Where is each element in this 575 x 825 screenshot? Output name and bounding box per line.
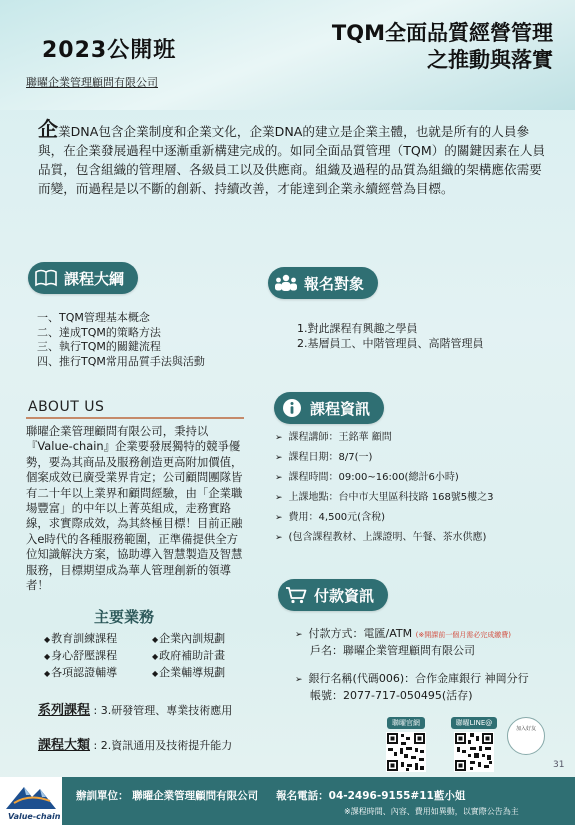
course-category: 課程大類 : 2.資訊通用及技術提升能力 — [38, 738, 233, 753]
info-badge — [274, 392, 384, 424]
qr-line-label: 聯曜LINE@ — [451, 717, 498, 729]
business-item: ◆ 企業輔導規劃 — [152, 665, 262, 682]
info-icon — [280, 396, 304, 420]
category-label: 課程大類 — [38, 738, 91, 753]
business-title: 主要業務 — [94, 608, 155, 626]
footer-note: ※課程時間、內容、費用如異動，以實際公告為主 — [344, 807, 519, 816]
course-title-line2: 之推動與落實 — [427, 48, 553, 72]
series-value: 3.研發管理、專業技術應用 — [100, 704, 233, 717]
payment-badge — [278, 579, 388, 611]
logo-text: Value-chain — [8, 812, 61, 821]
series-label: 系列課程 — [38, 703, 91, 718]
about-text: 聯曜企業管理顧問有限公司，秉持以『Value-chain』企業要發展獨特的競爭優勢，要為其商品及服務創造更高附加價值，個案成效已廣受業界肯定；公司顧問團隊皆有二十年以上業界和顧問經驗，由「企業職場豐富」的中年以上菁英組成，走務實路線，求實際成效，為其終極目標！目前正融入e時代的各種服務範圍，正準備提供全方位知識解決方案，協助導入智慧製造及智慧服務，目標期望成為華人管理創新的領導者！ — [26, 424, 243, 593]
cart-icon — [284, 583, 308, 607]
outline-item: 四、推行TQM常用品質手法與活動 — [37, 354, 205, 368]
info-item: ➢ 費用：4,500元(含稅) — [275, 508, 494, 528]
business-item: ◆ 教育訓練課程 — [44, 631, 148, 648]
info-title: 課程資訊 — [310, 399, 371, 418]
target-item: 2.基層員工、中階管理員、高階管理員 — [297, 337, 484, 350]
course-title — [332, 20, 553, 74]
outline-item: 二、達成TQM的策略方法 — [37, 325, 161, 339]
payment-title: 付款資訊 — [314, 586, 375, 605]
about-title: ABOUT US — [28, 399, 105, 415]
book-icon — [34, 266, 58, 290]
qr-line-wrap — [448, 710, 500, 772]
target-badge — [268, 267, 378, 299]
footer-organizer: 辦訓單位： 聯曜企業管理顧問有限公司 — [76, 790, 259, 802]
business-item: ◆ 政府補助計畫 — [152, 648, 262, 665]
outline-title: 課程大綱 — [64, 269, 125, 288]
business-item: ◆ 企業內訓規劃 — [152, 631, 262, 648]
info-item: ➢ 上課地點：台中市大里區科技路 168號5樓之3 — [275, 488, 494, 508]
account-name: 戶名：聯曜企業管理顧問有限公司 — [310, 644, 475, 657]
course-title-line1: TQM全面品質經營管理 — [331, 21, 553, 45]
mountain-logo-icon — [0, 777, 62, 813]
intro-paragraph — [38, 117, 548, 198]
info-list — [275, 428, 494, 548]
footer-phone: 報名電話：04-2496-9155#11藍小姐 — [276, 790, 466, 802]
intro-text: 業DNA包含企業制度和企業文化，企業DNA的建立是企業主體，也就是所有的人員參與，在企業發展過程中逐漸重新構建完成的。如同全面品質管理（TQM）的關鍵因素在人員品質，包含組織的管理層、各級員工以及供應商。組織及過程的品質為組織的架構應依需要而變，而過程是以不斷的創新、持續改善，才能達到企業永續經營為目標。 — [38, 124, 546, 196]
business-item: ◆ 各項認證輔導 — [44, 665, 148, 682]
year-title: 2023公開班 — [42, 38, 177, 63]
outline-item: 一、TQM管理基本概念 — [37, 311, 150, 324]
company-name: 聯曜企業管理顧問有限公司 — [26, 76, 158, 89]
bank-block — [295, 671, 529, 703]
footer-bar — [0, 777, 575, 825]
info-item: ➢ 課程日期：8/7(一) — [275, 448, 494, 468]
footer-line1 — [76, 788, 465, 803]
add-friend-bubble: 加入好友 — [507, 717, 545, 755]
qr-official-wrap — [380, 710, 432, 772]
target-list — [297, 321, 484, 351]
payment-method-text: 付款方式：電匯/ATM — [308, 627, 413, 640]
business-item: ◆ 身心舒壓課程 — [44, 648, 148, 665]
page-number: 31 — [553, 760, 565, 770]
qr-official-label: 聯曜官網 — [387, 717, 425, 729]
info-item: ➢ 課程講師：王銘華 顧問 — [275, 428, 494, 448]
info-item: ➢ 課程時間：09:00~16:00(總計6小時) — [275, 468, 494, 488]
outline-item: 三、執行TQM的關鍵流程 — [37, 340, 161, 353]
people-icon — [274, 271, 298, 295]
series-course: 系列課程 : 3.研發管理、專業技術應用 — [38, 703, 233, 718]
payment-method — [295, 626, 511, 643]
payment-method-block — [295, 626, 511, 658]
qr-line-code[interactable] — [454, 732, 494, 772]
payment-note: (※開課前一個月需必完成繳費) — [415, 631, 511, 639]
category-value: 2.資訊通用及技術提升能力 — [100, 739, 233, 752]
outline-list — [37, 311, 205, 369]
target-item: 1.對此課程有興趣之學員 — [297, 322, 418, 335]
qr-official-code[interactable] — [386, 732, 426, 772]
info-item: ➢ (包含課程教材、上課證明、午餐、茶水供應) — [275, 528, 494, 548]
target-title: 報名對象 — [304, 274, 365, 293]
outline-badge — [28, 262, 138, 294]
account-number: 帳號：2077-717-050495(活存) — [310, 689, 473, 702]
intro-first-char: 企 — [38, 117, 58, 141]
bank-name: ➢ 銀行名稱(代碼006)：合作金庫銀行 神岡分行 — [295, 671, 529, 688]
about-divider — [26, 417, 244, 419]
business-list — [44, 631, 262, 682]
